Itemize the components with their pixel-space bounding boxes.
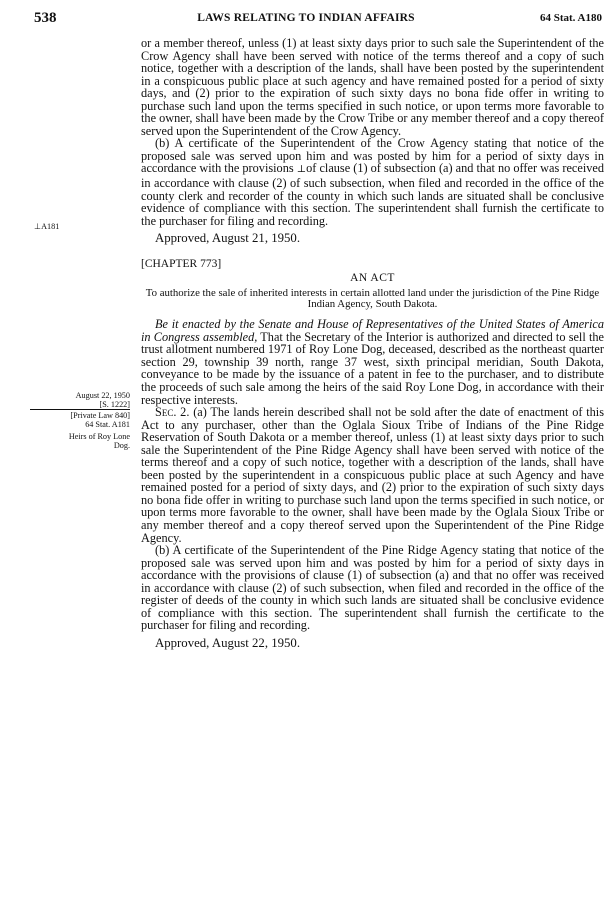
section-2	[141, 406, 604, 544]
enacting-clause-italic: Be it enacted by the Senate and House of Representatives of the United States of America in Congress assembled,	[141, 317, 604, 344]
paragraph-certificate-crow-part2: of clause (1) of subsection (a) and that no offer was received in accordance with clause (2) of such subsection, when filed and recorded in the office of the county clerk and recorder of the county in which such lands are situated shall be conclusive evidence of compliance with this section. The superintendent shall furnish the certificate to the purchaser for filing and recording.	[141, 161, 604, 228]
act-title: AN ACT	[350, 272, 395, 285]
margin-note-private-law: [Private Law 840]	[70, 411, 130, 420]
section-2-text: (a) The lands herein described shall not be sold after the date of enactment of this Act to any purchaser, other than the Oglala Sioux Tribe of Indians of the Pine Ridge Reservation of South Dakota or a member thereof, unless (1) at least sixty days prior to such sale the Superintendent of the Pine Ridge Agency shall have been served with notice of the terms thereof and a copy of such notice, together with a description of the lands, shall have been posted by the superintendent in a conspicuous public place at such Agency and have remained posted for a period of sixty days, and (2) prior to the expiration of such sixty days no bona fide offer in writing to purchase such land upon the terms specified in such notice, or upon terms more favorable to the owner, shall have been made by the Oglala Sioux Tribe or any member thereof and a copy thereof served upon the Superintendent of the Pine Ridge Agency.	[141, 405, 604, 545]
paragraph-certificate-crow	[141, 137, 604, 227]
margin-note-date-block	[30, 391, 130, 409]
page-break-mark: ⊥	[296, 164, 307, 176]
paragraph-certificate-crow-part1: (b) A certificate of the Superintendent of the Crow Agency stating that notice of the proposed sale was served upon him and was posted by him for a period of sixty days in accordance with the provisions	[141, 136, 604, 176]
approval-line-2: Approved, August 22, 1950.	[155, 635, 301, 650]
act-description: To authorize the sale of inherited interests in certain allotted land under the jurisdiction of the Pine Ridge Indian Agency, South Dakota.	[145, 286, 600, 311]
statute-reference: 64 Stat. A180	[539, 12, 602, 24]
margin-note-subject	[24, 432, 130, 450]
section-2-label: Sec. 2.	[155, 405, 190, 420]
enacting-clause-text: That the Secretary of the Interior is authorized and directed to sell the trust allotment numbered 1971 of Roy Lone Dog, deceased, described as the northeast quarter section 29, township 39 north, range 37 west, sixth principal meridian, South Dakota, conveyance to be made by the issuance of a patent in fee to the purchaser, and to distribute the proceeds of such sale among the heirs of the said Roy Lone Dog, in accordance with their respective interests.	[141, 329, 604, 407]
margin-divider	[30, 409, 130, 410]
margin-marker-a181: ⊥A181	[34, 222, 60, 231]
running-title: LAWS RELATING TO INDIAN AFFAIRS	[197, 12, 415, 24]
margin-note-date: August 22, 1950	[75, 391, 130, 400]
margin-note-bill: [S. 1222]	[99, 400, 130, 409]
paragraph-certificate-pine-ridge: (b) A certificate of the Superintendent of the Pine Ridge Agency stating that notice of the proposed sale was served upon him and was posted by him for a period of sixty days in accordance with the provisions of clause (1) of subsection (a) and that no offer was received in accordance with clause (2) of such subsection, when filed and recorded in the office of the register of deeds of the county in which such lands are situated shall be conclusive evidence of compliance with this section. The superintendent shall furnish the certificate to the purchaser for filing and recording.	[141, 543, 604, 633]
page-header	[0, 10, 612, 28]
enacting-clause	[141, 318, 604, 406]
page-number: 538	[34, 10, 57, 26]
chapter-heading: [CHAPTER 773]	[141, 257, 222, 270]
main-text	[141, 37, 604, 649]
paragraph-continuation: or a member thereof, unless (1) at least sixty days prior to such sale the Superintendent of the Crow Agency shall have been served with notice of the terms thereof and a copy of such notice, together with a description of the lands, shall have been posted by the superintendent in a conspicuous public place at such agency and have remained posted for a period of sixty days, and (2) prior to the expiration of such sixty days no bona fide offer in writing to purchase such land upon the terms specified in such notice, or upon terms more favorable to the owner, shall have been made by the Crow Tribe or any member thereof and a copy thereof served upon the Superintendent of the Crow Agency.	[141, 36, 604, 138]
margin-note-subject-line2: Dog.	[113, 441, 130, 450]
approval-line-1: Approved, August 21, 1950.	[155, 231, 301, 246]
margin-note-stat: 64 Stat. A181	[85, 420, 130, 429]
margin-note-subject-line1: Heirs of Roy Lone	[68, 432, 130, 441]
margin-note-law-block	[30, 411, 130, 429]
